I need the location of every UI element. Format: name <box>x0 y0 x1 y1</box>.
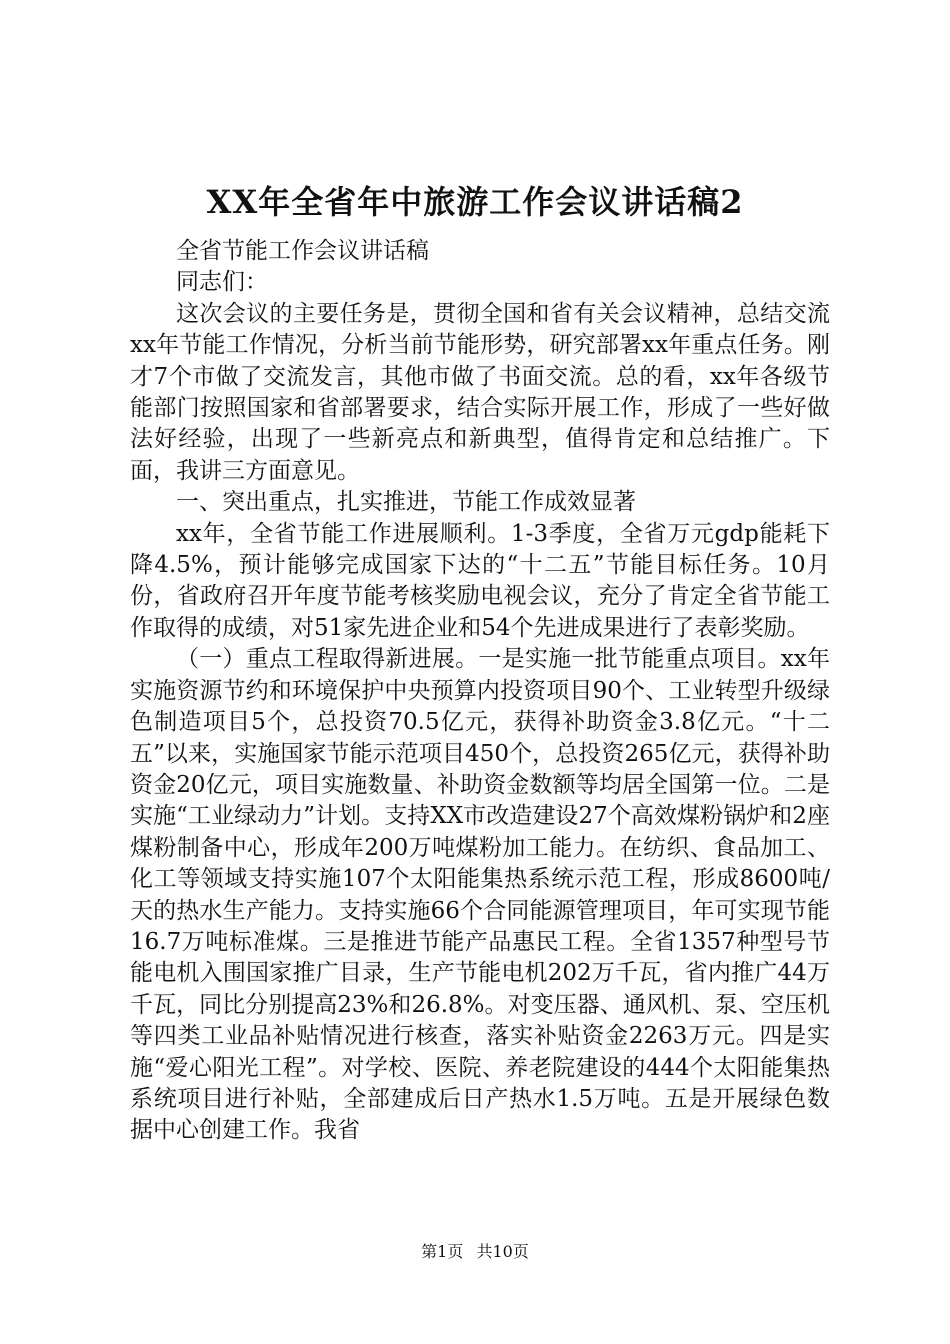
paragraph-subtitle: 全省节能工作会议讲话稿 <box>176 238 429 264</box>
document-title: XX年全省年中旅游工作会议讲话稿2 <box>206 183 744 221</box>
page-footer <box>0 1240 950 1264</box>
paragraph-progress: xx年，全省节能工作进展顺利。1-3季度，全省万元gdp能耗下降4.5%，预计能够完成国家下达的“十二五”节能目标任务。10月份，省政府召开年度节能考核奖励电视会议，充分了肯定全省节能工作取得的成绩，对51家先进企业和54个先进成果进行了表彰奖励。 <box>130 520 830 641</box>
document-body <box>130 236 830 1147</box>
paragraph-intro: 这次会议的主要任务是，贯彻全国和省有关会议精神，总结交流xx年节能工作情况，分析当前节能形势，研究部署xx年重点任务。刚才7个市做了交流发言，其他市做了书面交流。总的看，xx年各级节能部门按照国家和省部署要求，结合实际开展工作，形成了一些好做法好经验，出现了一些新亮点和新典型，值得肯定和总结推广。下面，我讲三方面意见。 <box>130 300 830 484</box>
paragraph-section-heading: 一、突出重点，扎实推进，节能工作成效显著 <box>176 489 636 516</box>
page-total: 共10页 <box>476 1242 529 1261</box>
paragraph-salutation: 同志们： <box>176 269 268 296</box>
page-number: 第1页 <box>421 1242 464 1261</box>
paragraph-key-projects: （一）重点工程取得新进展。一是实施一批节能重点项目。xx年实施资源节约和环境保护中央预算内投资项目90个、工业转型升级绿色制造项目5个，总投资70.5亿元，获得补助资金3.8亿元。“十二五”以来，实施国家节能示范项目450个，总投资265亿元，获得补助资金20亿元，项目实施数量、补助资金数额等均居全国第一位。二是实施“工业绿动力”计划。支持XX市改造建设27个高效煤粉锅炉和2座煤粉制备中心，形成年200万吨煤粉加工能力。在纺织、食品加工、化工等领域支持实施107个太阳能集热系统示范工程，形成8600吨/天的热水生产能力。支持实施66个合同能源管理项目，年可实现节能16.7万吨标准煤。三是推进节能产品惠民工程。全省1357种型号节能电机入围国家推广目录，生产节能电机202万千瓦，省内推广44万千瓦，同比分别提高23%和26.8%。对变压器、通风机、泵、空压机等四类工业品补贴情况进行核查，落实补贴资金2263万元。四是实施“爱心阳光工程”。对学校、医院、养老院建设的444个太阳能集热系统项目进行补贴，全部建成后日产热水1.5万吨。五是开展绿色数据中心创建工作。我省 <box>130 646 830 1144</box>
